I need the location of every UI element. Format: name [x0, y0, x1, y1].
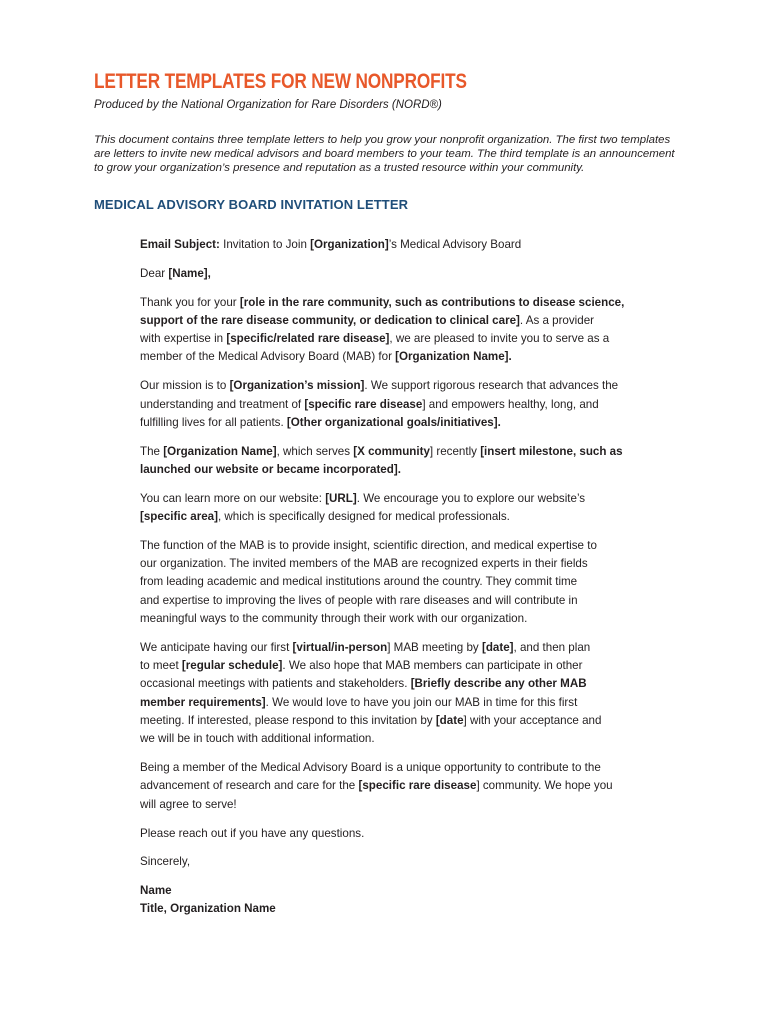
paragraph-website [140, 490, 640, 527]
text: . We also hope that MAB members can participate in other [282, 659, 583, 673]
placeholder-text: [Organization Name] [395, 350, 509, 364]
greeting [140, 265, 640, 283]
text: . [497, 415, 501, 429]
document-subtitle: Produced by the National Organization for Rare Disorders (NORD®) [94, 99, 442, 111]
text: . We encourage you to explore our website’s [356, 491, 586, 505]
paragraph-meeting [140, 639, 640, 749]
placeholder-text: [role in the rare community, such as contributions to disease science, [239, 295, 625, 309]
placeholder-text: support of the rare disease community, or dedication to clinical care] [140, 313, 520, 327]
placeholder-text: [regular schedule] [181, 659, 283, 673]
text: with expertise in [140, 332, 227, 346]
text: The [140, 444, 164, 458]
text: , which is specifically designed for medical professionals. [217, 510, 510, 524]
text: . We would love to have you join our MAB in time for this first [265, 695, 578, 709]
text: You can learn more on our website: [140, 491, 326, 505]
paragraph-questions: Please reach out if you have any questions. [140, 826, 365, 840]
text: . [508, 350, 512, 364]
placeholder-text: [specific/related rare disease] [226, 332, 390, 346]
text: We anticipate having our first [140, 640, 293, 654]
text: ] with your acceptance and [463, 714, 602, 728]
paragraph-thanks [140, 294, 640, 367]
placeholder-text: [Name] [168, 266, 208, 280]
placeholder-text: [specific area] [140, 510, 218, 524]
text: Our mission is to [140, 379, 230, 393]
text: from leading academic and medical institutions around the country. They commit time [140, 575, 578, 589]
placeholder-text: [Organization Name] [163, 444, 277, 458]
text: Thank you for your [140, 295, 240, 309]
signature-title: Title, Organization Name [140, 902, 276, 916]
paragraph-milestone [140, 443, 640, 480]
text: , and then plan [513, 640, 591, 654]
letter-body [140, 236, 640, 919]
text: will agree to serve! [140, 797, 237, 811]
text: ] MAB meeting by [387, 640, 482, 654]
placeholder-text: [virtual/in-person [292, 640, 388, 654]
text: Dear [140, 266, 169, 280]
text: . As a provider [519, 313, 595, 327]
placeholder-text: [Organization’s mission] [229, 379, 365, 393]
text: fulfilling lives for all patients. [140, 415, 287, 429]
placeholder-text: [Briefly describe any other MAB [410, 677, 587, 691]
text: , [207, 266, 211, 280]
text: , which serves [276, 444, 354, 458]
text: Invitation to Join [219, 238, 311, 251]
placeholder-text: [Organization] [310, 238, 389, 251]
text: our organization. The invited members of the MAB are recognized experts in their fields [140, 557, 588, 571]
text: . We support rigorous research that advances the [364, 379, 619, 393]
text: member of the Medical Advisory Board (MAB) for [140, 350, 396, 364]
placeholder-text: [X community [353, 444, 430, 458]
text: to meet [140, 659, 182, 673]
placeholder-text: [insert milestone, such as [480, 444, 623, 458]
text: understanding and treatment of [140, 397, 305, 411]
paragraph-mission [140, 377, 640, 432]
placeholder-text: launched our website or became incorporated] [140, 462, 398, 476]
section-heading: MEDICAL ADVISORY BOARD INVITATION LETTER [94, 197, 409, 212]
text: and expertise to improving the lives of people with rare diseases and will contribute in [140, 593, 578, 607]
text: meaningful ways to the community through their work with our organization. [140, 612, 528, 626]
text: ’s Medical Advisory Board [388, 238, 522, 251]
placeholder-text: [date] [481, 640, 514, 654]
document-title: LETTER TEMPLATES FOR NEW NONPROFITS [94, 70, 467, 93]
paragraph-closing-appeal [140, 759, 640, 814]
text: Being a member of the Medical Advisory Board is a unique opportunity to contribute to the [140, 761, 601, 775]
placeholder-text: [specific rare disease [304, 397, 423, 411]
signature-block [140, 882, 640, 919]
closing: Sincerely, [140, 855, 191, 869]
text: . [397, 462, 401, 476]
placeholder-text: [URL] [325, 491, 357, 505]
text: The function of the MAB is to provide insight, scientific direction, and medical expertise to [140, 538, 597, 552]
placeholder-text: [specific rare disease [358, 779, 477, 793]
intro-line: are letters to invite new medical advisors and board members to your team. The third template is an announcement [94, 148, 675, 160]
email-subject-label: Email Subject: [140, 238, 220, 251]
text: , we are pleased to invite you to serve as a [389, 332, 610, 346]
paragraph-mab-function [140, 537, 640, 628]
text: we will be in touch with additional information. [140, 732, 375, 746]
intro-line: This document contains three template letters to help you grow your nonprofit organization. The first two templates [94, 134, 671, 146]
text: ] community. We hope you [476, 779, 613, 793]
placeholder-text: [Other organizational goals/initiatives] [286, 415, 498, 429]
placeholder-text: [date [435, 714, 464, 728]
signature-name: Name [140, 884, 172, 898]
placeholder-text: member requirements] [140, 695, 266, 709]
text: ] recently [429, 444, 481, 458]
intro-paragraph [94, 133, 684, 175]
text: advancement of research and care for the [140, 779, 359, 793]
text: ] and empowers healthy, long, and [422, 397, 599, 411]
text: meeting. If interested, please respond to this invitation by [140, 714, 436, 728]
intro-line: to grow your organization’s presence and reputation as a trusted resource within your community. [94, 162, 585, 174]
email-subject-line [140, 236, 640, 254]
text: occasional meetings with patients and stakeholders. [140, 677, 411, 691]
